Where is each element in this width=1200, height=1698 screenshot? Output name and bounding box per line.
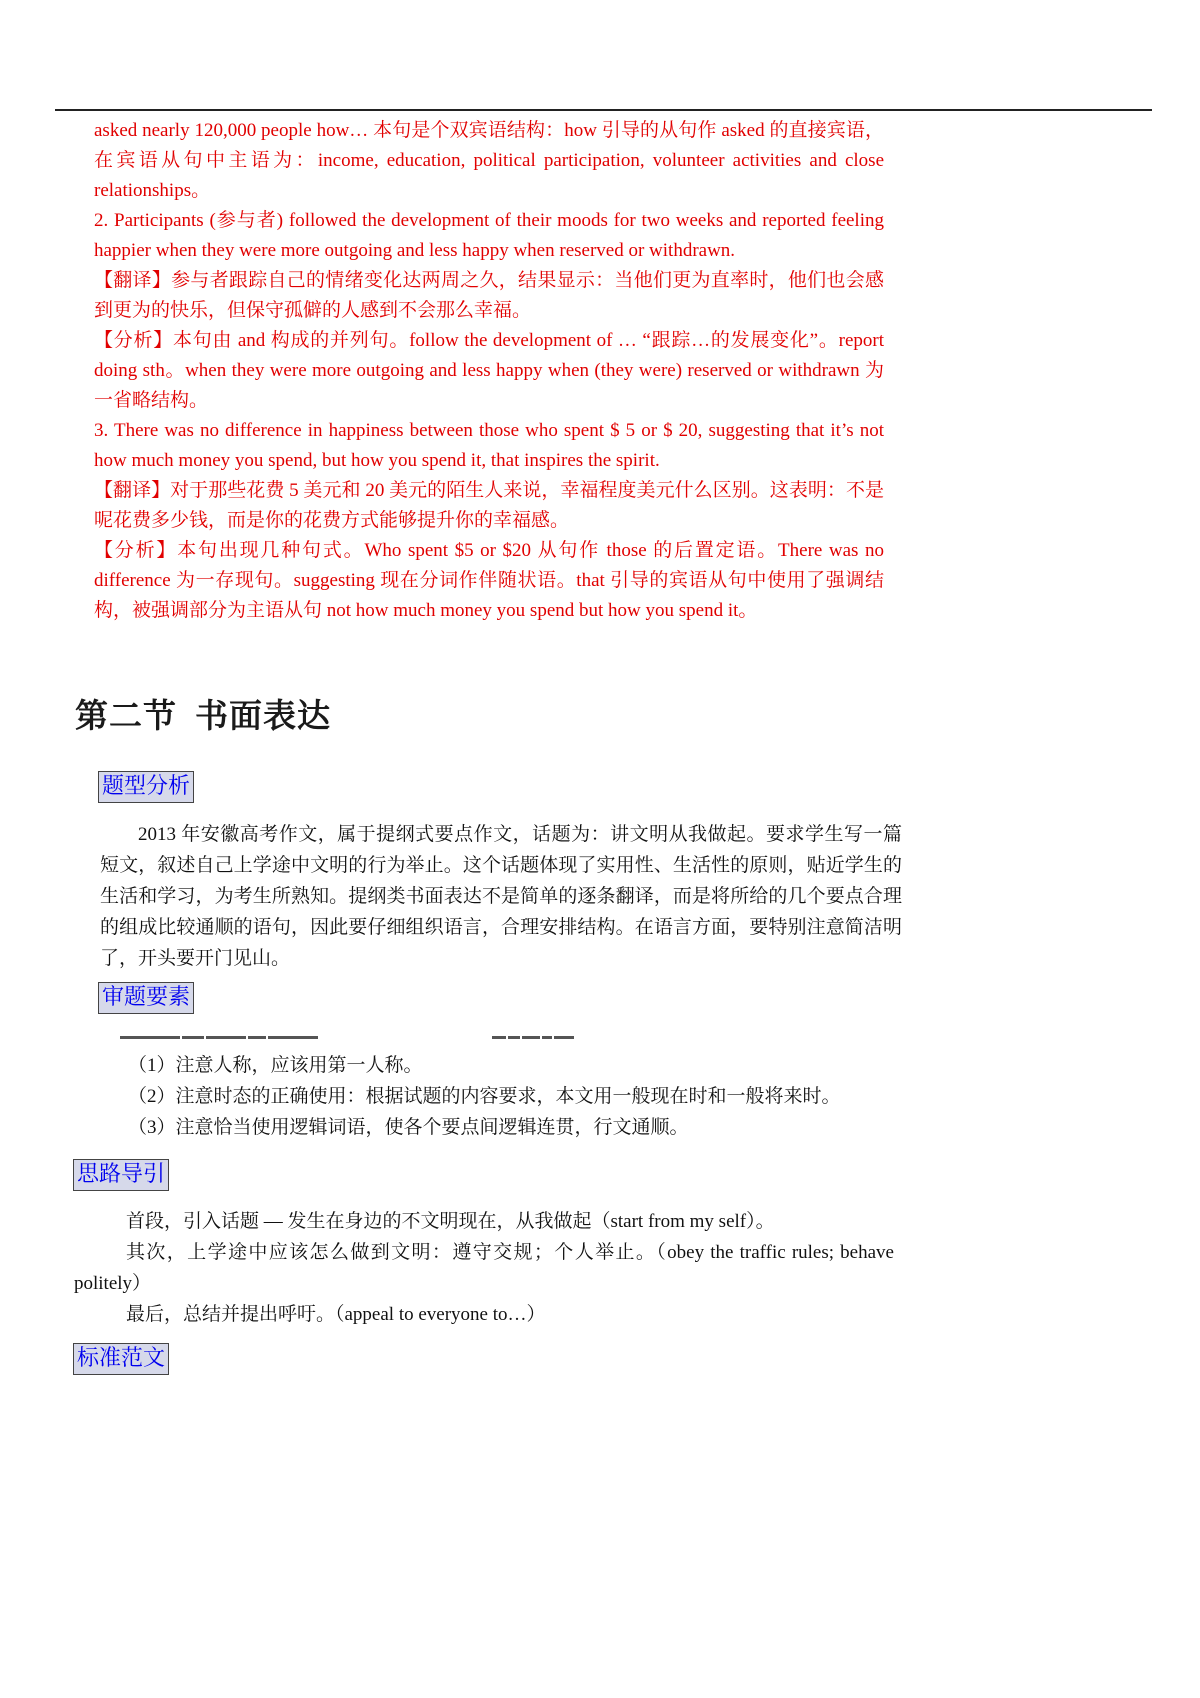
section-number: 第二节	[75, 696, 177, 735]
cropped-text-remnant	[120, 1036, 610, 1040]
annotation-paragraph-1: asked nearly 120,000 people how… 本句是个双宾语结构：how 引导的从句作 asked 的直接宾语，在宾语从句中主语为：income, education, political participation, volunteer activities and close relationships。	[94, 120, 884, 201]
tag-model-essay: 标准范文	[73, 1343, 169, 1375]
guide-item-2: 其次，上学途中应该怎么做到文明：遵守交规；个人举止。（obey the traffic rules; behave politely）	[74, 1242, 894, 1294]
annotation-block	[94, 116, 884, 626]
tag-writing-guide: 思路导引	[73, 1159, 169, 1191]
guide-item-3: 最后，总结并提出呼吁。（appeal to everyone to…）	[126, 1304, 546, 1325]
tag-task-elements: 审题要素	[98, 982, 194, 1014]
elements-list	[128, 1050, 918, 1143]
annotation-paragraph-2: 2. Participants (参与者) followed the development of their moods for two weeks and reported feeling happier when they were more outgoing and less happy when reserved or withdrawn.	[94, 210, 884, 261]
tag-question-analysis: 题型分析	[98, 771, 194, 803]
header-rule	[55, 109, 1152, 111]
annotation-analysis-2: 【分析】本句由 and 构成的并列句。follow the development of … “跟踪…的发展变化”。report doing sth。when they were more outgoing and less happy when (they were) reserved or withdrawn 为一省略结构。	[94, 330, 884, 411]
elements-item-1: （1）注意人称，应该用第一人称。	[128, 1055, 423, 1076]
analysis-text-block	[100, 819, 902, 974]
annotation-analysis-3: 【分析】本句出现几种句式。Who spent $5 or $20 从句作 those 的后置定语。There was no difference 为一存现句。suggesting 现在分词作伴随状语。that 引导的宾语从句中使用了强调结构，被强调部分为主语从句 not how much money you spend but how you spend it。	[94, 540, 884, 621]
analysis-paragraph: 2013 年安徽高考作文，属于提纲式要点作文，话题为：讲文明从我做起。要求学生写一篇短文，叙述自己上学途中文明的行为举止。这个话题体现了实用性、生活性的原则，贴近学生的生活和学习，为考生所熟知。提纲类书面表达不是简单的逐条翻译，而是将所给的几个要点合理的组成比较通顺的语句，因此要仔细组织语言，合理安排结构。在语言方面，要特别注意简洁明了，开头要开门见山。	[100, 824, 902, 969]
elements-item-3: （3）注意恰当使用逻辑词语，使各个要点间逻辑连贯，行文通顺。	[128, 1117, 689, 1138]
elements-item-2: （2）注意时态的正确使用：根据试题的内容要求，本文用一般现在时和一般将来时。	[128, 1086, 841, 1107]
annotation-paragraph-3: 3. There was no difference in happiness between those who spent $ 5 or $ 20, suggesting that it’s not how much money you spend, but how you spend it, that inspires the spirit.	[94, 420, 884, 471]
annotation-translation-3: 【翻译】对于那些花费 5 美元和 20 美元的陌生人来说，幸福程度美元什么区别。这表明：不是呢花费多少钱，而是你的花费方式能够提升你的幸福感。	[94, 480, 884, 531]
section-heading	[75, 690, 331, 737]
guide-item-1: 首段，引入话题 — 发生在身边的不文明现在，从我做起（start from my self）。	[126, 1211, 775, 1232]
guide-list	[74, 1206, 894, 1330]
section-title: 书面表达	[195, 696, 331, 735]
annotation-translation-2: 【翻译】参与者跟踪自己的情绪变化达两周之久，结果显示：当他们更为直率时，他们也会感到更为的快乐，但保守孤僻的人感到不会那么幸福。	[94, 270, 884, 321]
